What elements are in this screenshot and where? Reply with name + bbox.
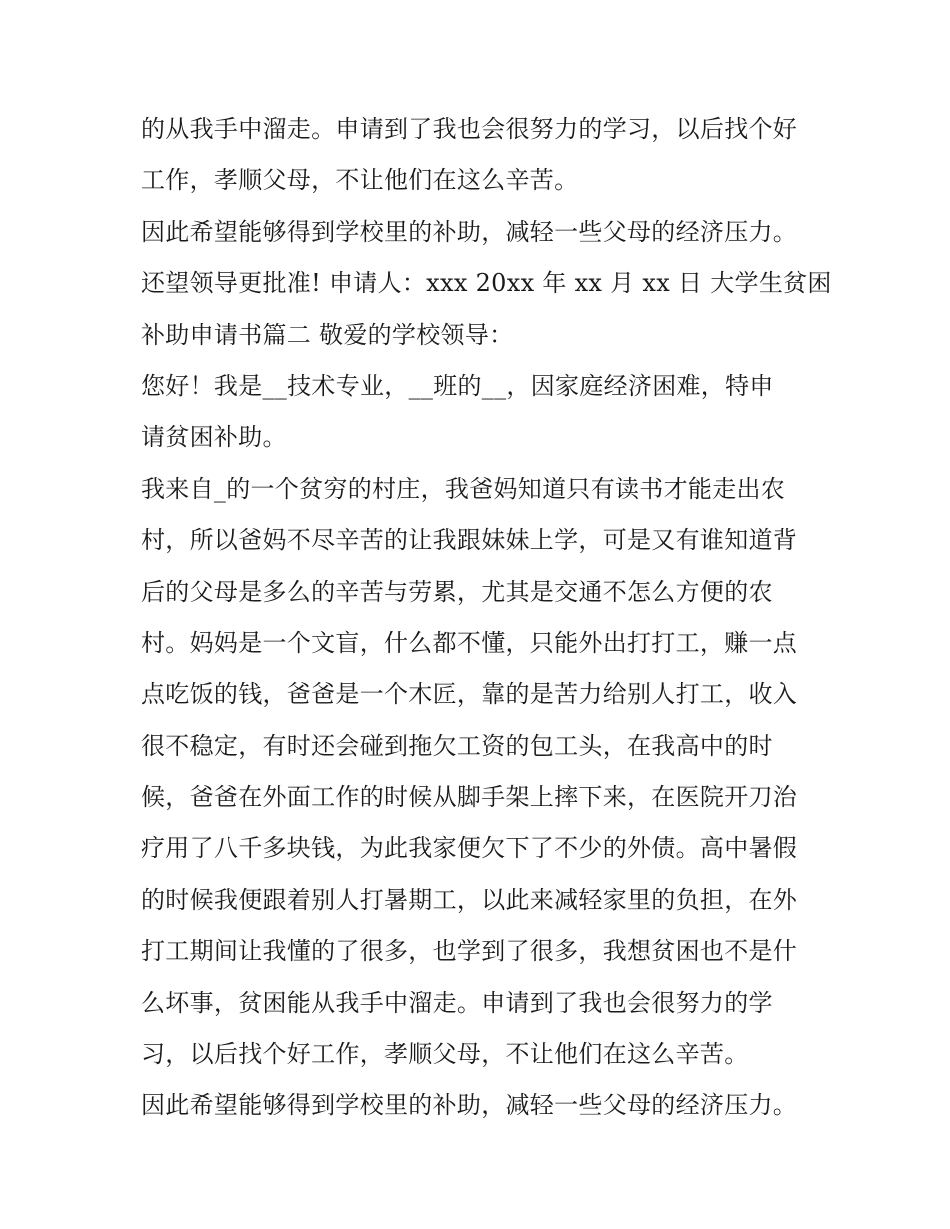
text-line: 疗用了八千多块钱，为此我家便欠下了不少的外债。高中暑假 <box>141 834 798 863</box>
document-body <box>141 104 832 1132</box>
text-line: 候，爸爸在外面工作的时候从脚手架上摔下来，在医院开刀治 <box>141 783 798 812</box>
text-line: 工作，孝顺父母，不让他们在这么辛苦。 <box>141 166 579 195</box>
text-line: 还望领导更批准! 申请人：xxx 20xx 年 xx 月 xx 日 大学生贫困 <box>141 269 832 298</box>
text-line: 村，所以爸妈不尽辛苦的让我跟妹妹上学，可是又有谁知道背 <box>141 526 798 555</box>
text-line: 的从我手中溜走。申请到了我也会很努力的学习，以后找个好 <box>141 115 798 143</box>
text-line: 我来自_的一个贫穷的村庄，我爸妈知道只有读书才能走出农 <box>141 474 786 503</box>
text-line: 您好！我是__技术专业，__班的__，因家庭经济困难，特申 <box>141 371 774 400</box>
text-line: 习，以后找个好工作，孝顺父母，不让他们在这么辛苦。 <box>141 1040 749 1069</box>
text-line: 的时候我便跟着别人打暑期工，以此来减轻家里的负担，在外 <box>141 885 798 914</box>
text-line: 么坏事，贫困能从我手中溜走。申请到了我也会很努力的学 <box>141 988 773 1017</box>
text-line: 后的父母是多么的辛苦与劳累，尤其是交通不怎么方便的农 <box>141 577 773 606</box>
text-line: 点吃饭的钱，爸爸是一个木匠，靠的是苦力给别人打工，收入 <box>141 680 798 709</box>
text-line: 因此希望能够得到学校里的补助，减轻一些父母的经济压力。 <box>141 1091 798 1120</box>
text-line: 打工期间让我懂的了很多，也学到了很多，我想贫困也不是什 <box>141 937 798 966</box>
text-line: 请贫困补助。 <box>141 423 287 452</box>
text-line: 村。妈妈是一个文盲，什么都不懂，只能外出打打工，赚一点 <box>141 628 798 657</box>
text-line: 因此希望能够得到学校里的补助，减轻一些父母的经济压力。 <box>141 217 798 246</box>
text-line: 很不稳定，有时还会碰到拖欠工资的包工头，在我高中的时 <box>141 731 773 760</box>
text-line: 补助申请书篇二 敬爱的学校领导： <box>141 320 514 349</box>
